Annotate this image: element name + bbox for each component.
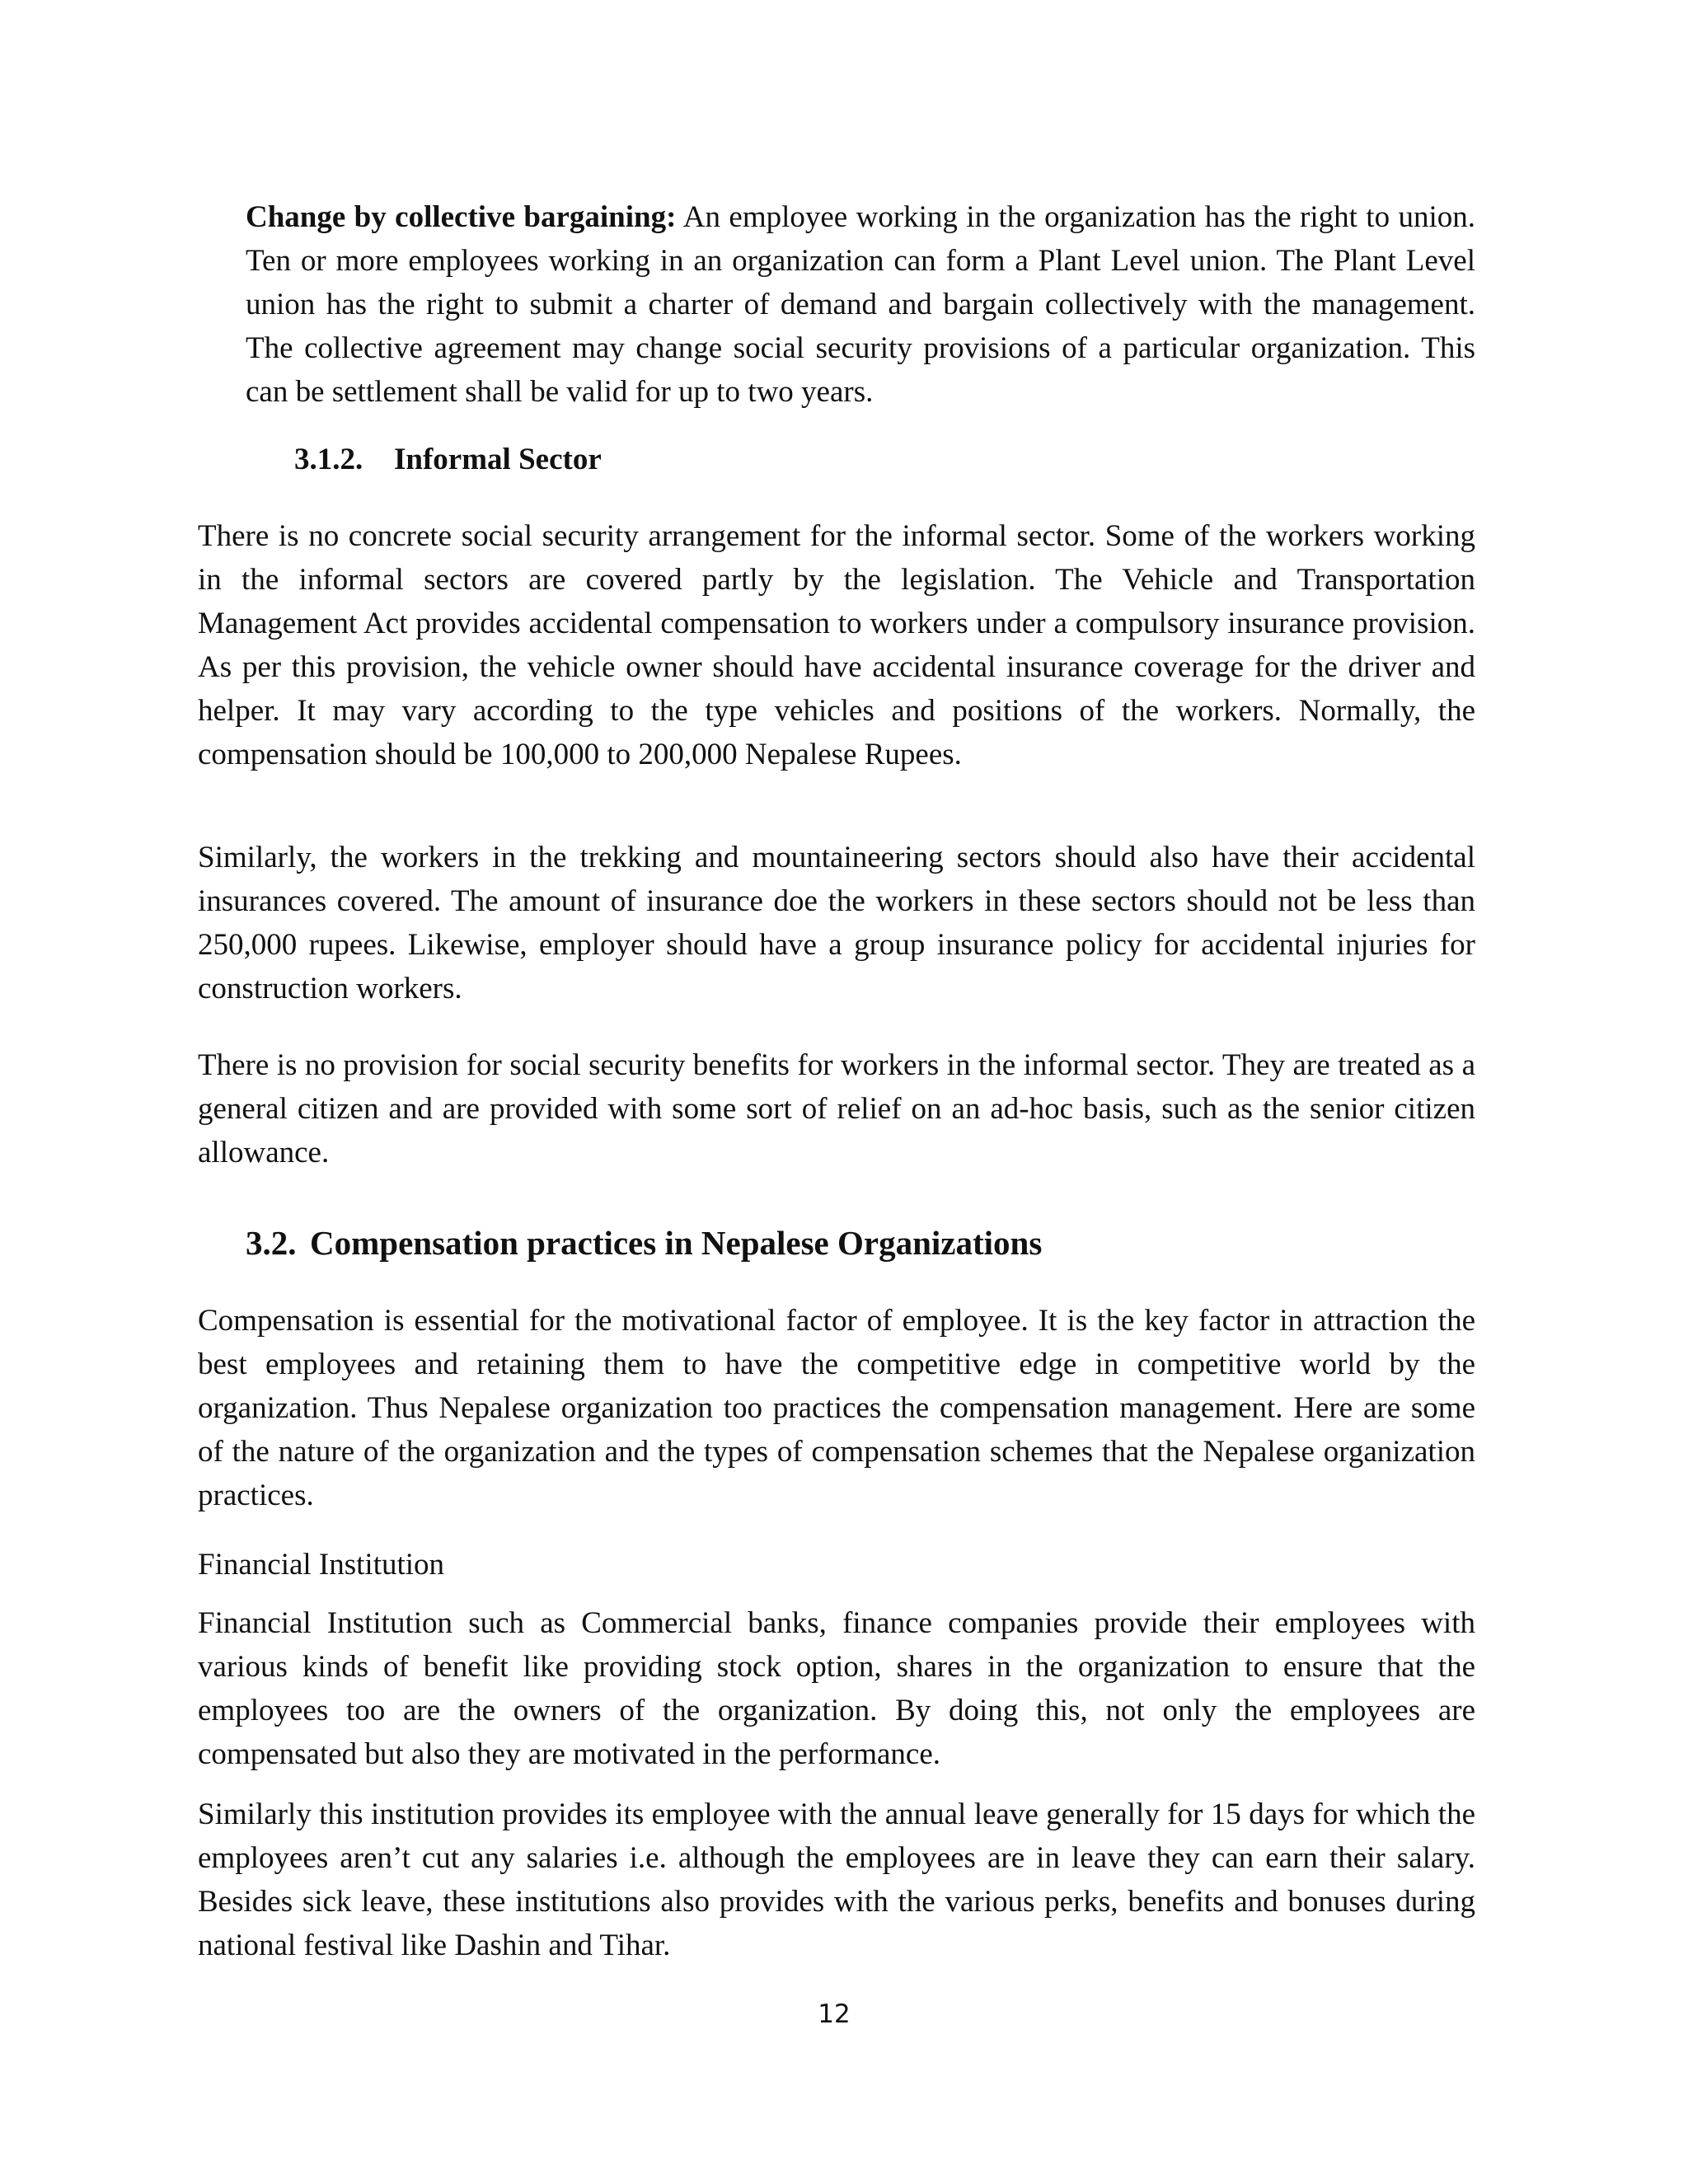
informal-sector-paragraph-2: Similarly, the workers in the trekking and mountaineering sectors should also have their accidental insurances covered. The amount of insurance doe the workers in these sectors should not be less than 250,000 rupees. Likewise, employer should have a group insurance policy for accidental injuries for construction workers. (198, 841, 1475, 1005)
informal-sector-title: Informal Sector (394, 443, 602, 476)
informal-sector-heading (294, 438, 602, 481)
collective-bargaining-text: An employee working in the organization has the right to union. Ten or more employees working in an organization can form a Plant Level union. The Plant Level union has the right to submit a charter of demand and bargain collectively with the management. The collective agreement may change social security provisions of a particular organization. This can be settlement shall be valid for up to two years. (246, 200, 1475, 409)
collective-bargaining-paragraph (246, 195, 1475, 414)
page-number: 12 (818, 1999, 851, 2029)
collective-bargaining-term: Change by collective bargaining: (246, 200, 677, 234)
informal-sector-number: 3.1.2. (294, 443, 363, 476)
compensation-practices-number: 3.2. (246, 1224, 297, 1262)
compensation-intro-paragraph: Compensation is essential for the motivational factor of employee. It is the key factor in attraction the best employees and retaining them to have the competitive edge in competitive world by the organization. Thus Nepalese organization too practices the compensation management. Here are some of the nature of the organization and the types of compensation schemes that the Nepalese organization practices. (198, 1304, 1475, 1512)
financial-institution-paragraph-1: Financial Institution such as Commercial banks, finance companies provide their employees with various kinds of benefit like providing stock option, shares in the organization to ensure that the employees too are the owners of the organization. By doing this, not only the employees are compensated but also they are motivated in the performance. (198, 1606, 1475, 1771)
financial-institution-paragraph-2: Similarly this institution provides its employee with the annual leave generally for 15 days for which the employees aren’t cut any salaries i.e. although the employees are in leave they can earn their salary. Besides sick leave, these institutions also provides with the various perks, benefits and bonuses during national festival like Dashin and Tihar. (198, 1797, 1475, 1962)
compensation-practices-title: Compensation practices in Nepalese Organizations (310, 1224, 1043, 1262)
informal-sector-paragraph-1: There is no concrete social security arrangement for the informal sector. Some of the workers working in the informal sectors are covered partly by the legislation. The Vehicle and Transportation Management Act provides accidental compensation to workers under a compulsory insurance provision. As per this provision, the vehicle owner should have accidental insurance coverage for the driver and helper. It may vary according to the type vehicles and positions of the workers. Normally, the compensation should be 100,000 to 200,000 Nepalese Rupees. (198, 519, 1475, 771)
compensation-practices-heading (246, 1220, 1042, 1266)
financial-institution-label: Financial Institution (198, 1548, 445, 1582)
informal-sector-paragraph-3: There is no provision for social security benefits for workers in the informal sector. They are treated as a general citizen and are provided with some sort of relief on an ad-hoc basis, such as the senior citizen allowance. (198, 1048, 1475, 1169)
